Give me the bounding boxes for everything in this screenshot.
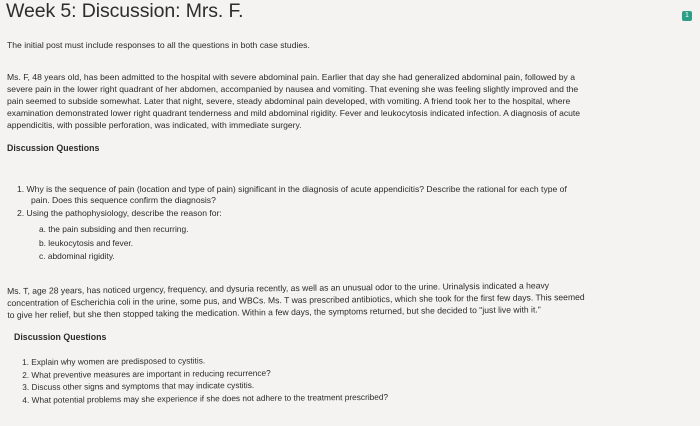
case2-question: 2. What preventive measures are important in reducing recurrence? bbox=[22, 367, 271, 380]
intro-text: The initial post must include responses to all the questions in both case studies. bbox=[7, 40, 310, 50]
case2-line: to give her relief, but she then stopped taking the medication. Within a few days, the symptoms returned, but she decided to "just live with it." bbox=[7, 304, 541, 320]
case1-question-1: 1. Why is the sequence of pain (location and type of pain) significant in the diagnosis of acute appendicitis? Describe the rational for each type of bbox=[17, 184, 567, 194]
case2-question: 3. Discuss other signs and symptoms that may indicate cystitis. bbox=[22, 380, 255, 393]
case2-question: 1. Explain why women are predisposed to cystitis. bbox=[22, 355, 206, 367]
case2-line: concentration of Escherichia coli in the urine, some pus, and WBCs. Ms. T was prescribed antibiotics, which she took for the first few days. This seemed bbox=[7, 291, 585, 308]
case1-subitem-a: a. the pain subsiding and then recurring. bbox=[39, 224, 189, 234]
corner-badge[interactable]: 1 bbox=[682, 11, 692, 21]
case1-subitem-b: b. leukocytosis and fever. bbox=[39, 238, 134, 248]
case2-question: 4. What potential problems may she experience if she does not adhere to the treatment prescribed? bbox=[22, 391, 389, 405]
case1-question-1-cont: pain. Does this sequence confirm the diagnosis? bbox=[31, 195, 216, 205]
page-title: Week 5: Discussion: Mrs. F. bbox=[6, 0, 244, 22]
case1-line: appendicitis, with possible perforation, was indicated, with immediate surgery. bbox=[7, 120, 302, 130]
case1-heading: Discussion Questions bbox=[7, 143, 100, 153]
case1-paragraph bbox=[7, 71, 580, 131]
case1-question-2: 2. Using the pathophysiology, describe the reason for: bbox=[17, 208, 222, 218]
case1-subitem-c: c. abdominal rigidity. bbox=[39, 251, 115, 261]
case2-paragraph bbox=[7, 279, 585, 321]
case1-line: severe pain in the lower right quadrant of her abdomen, accompanied by nausea and vomiting. That evening she was feeling slightly improved and the bbox=[7, 84, 579, 94]
case1-line: pain seemed to subside somewhat. Later that night, severe, steady abdominal pain developed, with vomiting. A friend took her to the hospital, where bbox=[7, 96, 571, 106]
case1-line: Ms. F, 48 years old, has been admitted to the hospital with severe abdominal pain. Earlier that day she had generalized abdominal pain, followed by a bbox=[7, 72, 576, 82]
case1-line: examination demonstrated lower right quadrant tenderness and mild abdominal rigidity. Fever and leukocytosis indicated infection. A diagnosis of acute bbox=[7, 108, 581, 118]
case2-line: Ms. T, age 28 years, has noticed urgency, frequency, and dysuria recently, as well as an unusual odor to the urine. Urinalysis indicated a heavy bbox=[7, 280, 550, 296]
case2-question-list bbox=[22, 353, 388, 407]
case2-heading: Discussion Questions bbox=[14, 332, 107, 342]
